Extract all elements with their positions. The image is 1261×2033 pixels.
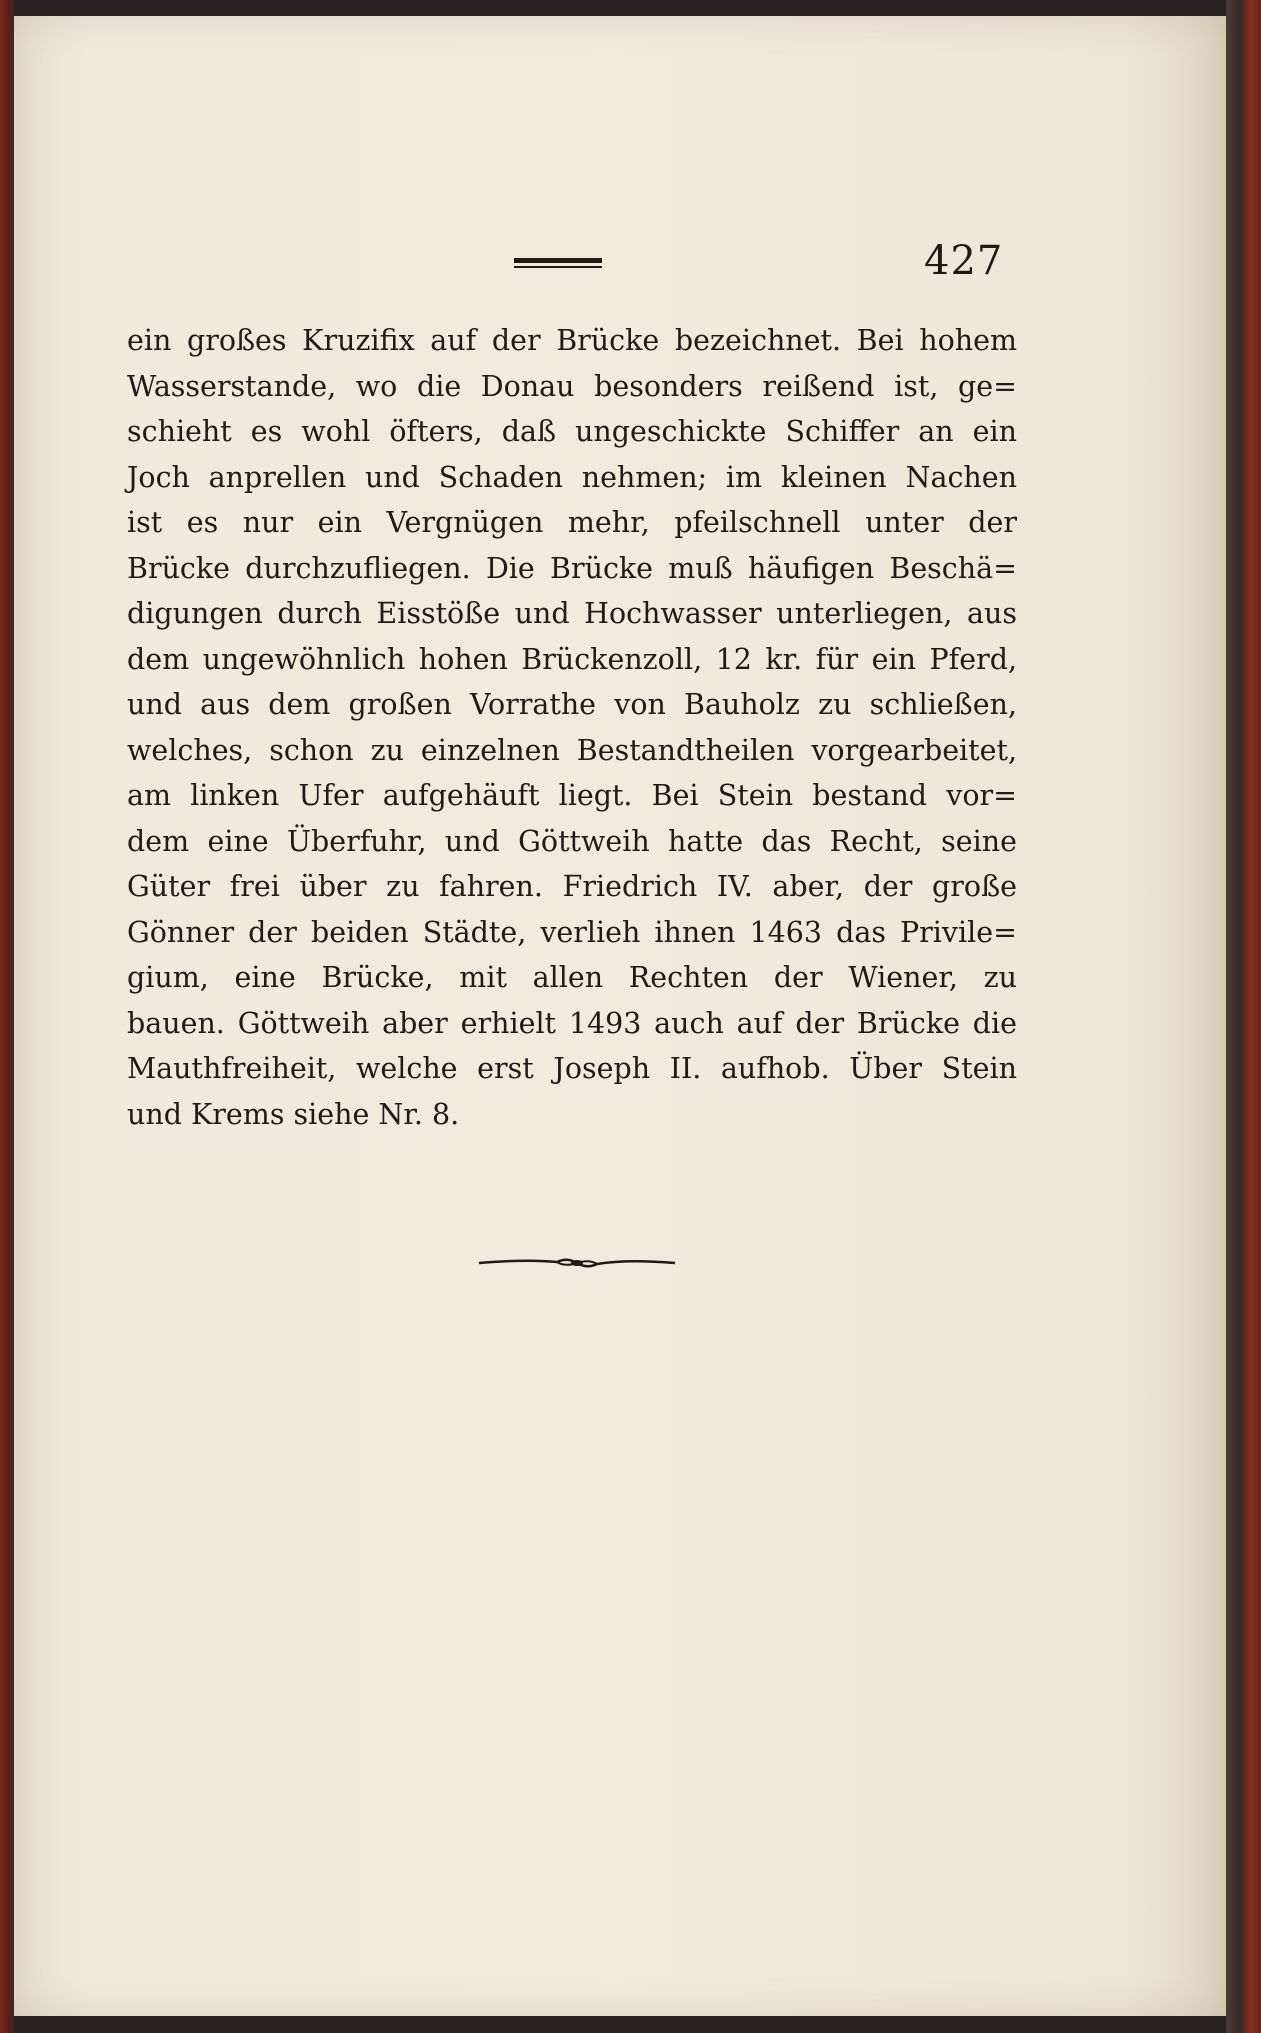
text-line: Joch anprellen und Schaden nehmen; im kleinen Nachen	[127, 460, 1017, 494]
text-line: und aus dem großen Vorrathe von Bauholz zu schließen,	[127, 688, 1017, 721]
text-line: schieht es wohl öfters, daß ungeschickte Schiffer an ein	[127, 415, 1017, 448]
text-line: Güter frei über zu fahren. Friedrich IV. aber, der große	[127, 870, 1017, 903]
end-ornament-icon	[477, 1253, 677, 1273]
text-line: welches, schon zu einzelnen Bestandtheilen vorgearbeitet,	[127, 733, 1017, 767]
book-page	[14, 16, 1226, 2016]
text-line: gium, eine Brücke, mit allen Rechten der Wiener, zu	[127, 961, 1017, 994]
text-line: am linken Ufer aufgehäuft liegt. Bei Stein bestand vor=	[127, 779, 1017, 812]
text-line: und Krems siehe Nr. 8.	[127, 1097, 460, 1131]
header-rule	[514, 258, 602, 268]
text-line: dem eine Überfuhr, und Göttweih hatte das Recht, seine	[127, 824, 1017, 858]
text-line: dem ungewöhnlich hohen Brückenzoll, 12 kr. für ein Pferd,	[127, 642, 1017, 676]
book-spine-edge-left	[0, 0, 14, 2033]
book-edge-right	[1226, 0, 1261, 2033]
text-line: bauen. Göttweih aber erhielt 1493 auch auf der Brücke die	[127, 1006, 1017, 1040]
text-line: Mauthfreiheit, welche erst Joseph II. aufhob. Über Stein	[127, 1052, 1017, 1085]
text-line: ist es nur ein Vergnügen mehr, pfeilschnell unter der	[127, 506, 1017, 539]
text-line: Gönner der beiden Städte, verlieh ihnen 1463 das Privile=	[127, 915, 1017, 949]
text-line: Brücke durchzufliegen. Die Brücke muß häufigen Beschä=	[127, 551, 1017, 585]
page-number: 427	[924, 238, 1004, 284]
text-line: Wasserstande, wo die Donau besonders reißend ist, ge=	[127, 369, 1017, 403]
text-line: digungen durch Eisstöße und Hochwasser unterliegen, aus	[127, 597, 1017, 630]
text-line: ein großes Kruzifix auf der Brücke bezeichnet. Bei hohem	[127, 324, 1017, 357]
body-text	[127, 318, 1017, 1137]
running-head	[14, 238, 1226, 288]
